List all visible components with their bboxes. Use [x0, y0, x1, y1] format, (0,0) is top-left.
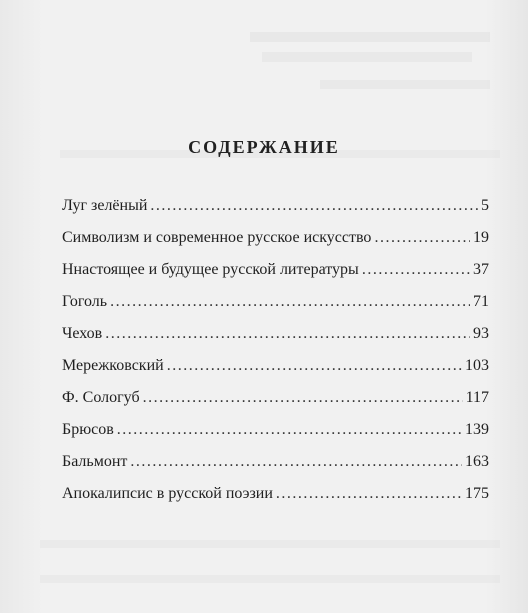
toc-entry-page: 37 [473, 261, 489, 278]
contents-heading: СОДЕРЖАНИЕ [188, 137, 340, 157]
toc-entry-title: Бальмонт [62, 453, 128, 470]
toc-entry[interactable] [62, 414, 489, 446]
toc-entry-title: Гоголь [62, 293, 108, 310]
bleed-through-shadow [40, 540, 500, 548]
bleed-through-shadow [40, 575, 500, 583]
toc-entry-page: 71 [473, 293, 489, 310]
toc-entry-page: 117 [465, 389, 489, 406]
dot-leader [276, 478, 462, 510]
dot-leader [143, 382, 463, 414]
table-of-contents [62, 190, 489, 510]
bleed-through-shadow [320, 80, 490, 89]
toc-entry-page: 19 [473, 229, 489, 246]
toc-entry-page: 139 [465, 421, 489, 438]
dot-leader [362, 254, 470, 286]
toc-entry[interactable] [62, 190, 489, 222]
toc-entry[interactable] [62, 286, 489, 318]
toc-entry-title: Апокалипсис в русской поэзии [62, 485, 273, 502]
dot-leader [167, 350, 462, 382]
bleed-through-shadow [262, 52, 472, 62]
toc-entry[interactable] [62, 350, 489, 382]
toc-entry[interactable] [62, 222, 489, 254]
dot-leader [150, 190, 478, 222]
toc-entry-title: Ннастоящее и будущее русской литературы [62, 261, 359, 278]
toc-entry[interactable] [62, 478, 489, 510]
toc-entry[interactable] [62, 318, 489, 350]
toc-entry-title: Мережковский [62, 357, 164, 374]
toc-entry-title: Брюсов [62, 421, 114, 438]
toc-entry-page: 163 [465, 453, 489, 470]
bleed-through-shadow [250, 32, 490, 42]
toc-entry-title: Луг зелёный [62, 197, 148, 214]
dot-leader [110, 286, 470, 318]
dot-leader [374, 222, 470, 254]
toc-entry-page: 5 [481, 197, 489, 214]
toc-entry-page: 103 [465, 357, 489, 374]
toc-entry-title: Чехов [62, 325, 103, 342]
toc-entry-page: 175 [465, 485, 489, 502]
toc-entry[interactable] [62, 446, 489, 478]
toc-entry-title: Ф. Сологуб [62, 389, 140, 406]
toc-entry-title: Символизм и современное русское искусство [62, 229, 372, 246]
dot-leader [117, 414, 462, 446]
toc-entry[interactable] [62, 382, 489, 414]
dot-leader [105, 318, 470, 350]
toc-entry-page: 93 [473, 325, 489, 342]
toc-entry[interactable] [62, 254, 489, 286]
dot-leader [130, 446, 462, 478]
